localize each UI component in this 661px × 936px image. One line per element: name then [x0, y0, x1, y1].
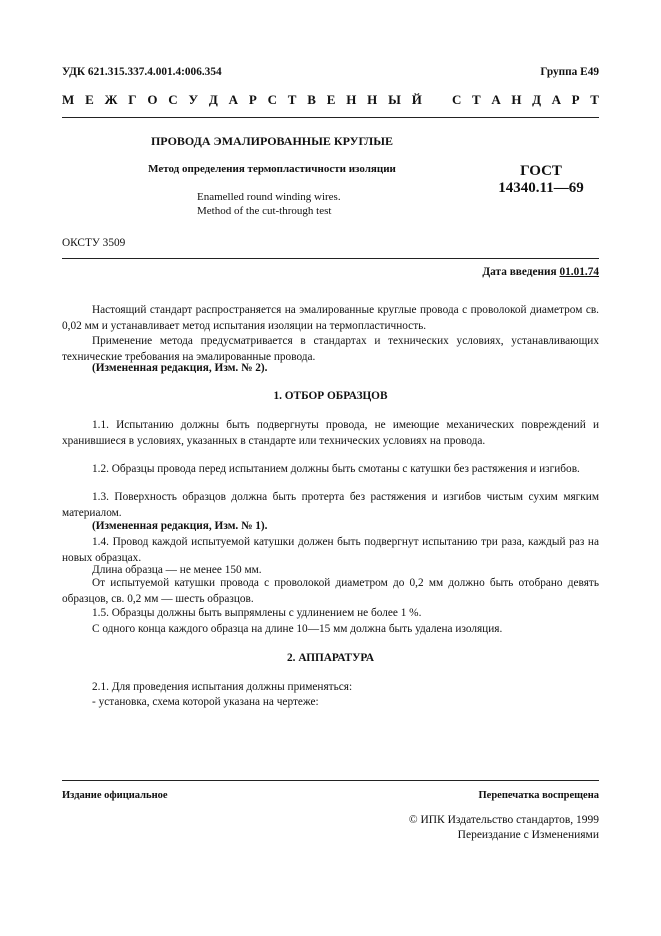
- intro-date-label: Дата введения: [482, 266, 557, 278]
- title-main: ПРОВОДА ЭМАЛИРОВАННЫЕ КРУГЛЫЕ: [150, 134, 394, 148]
- sample-length: Длина образца — не менее 150 мм.: [92, 564, 262, 576]
- section1-heading: 1. ОТБОР ОБРАЗЦОВ: [273, 390, 388, 402]
- reprint-prohibited: Перепечатка воспрещена: [478, 790, 599, 801]
- official-edition: Издание официальное: [62, 790, 168, 801]
- clause-1-3: 1.3. Поверхность образцов должна быть протерта без растяжения и изгибов чистым сухим мягким материалом.: [62, 491, 599, 519]
- title-english: [197, 190, 341, 218]
- banner-word-standard: [452, 92, 599, 108]
- footer-rule: [62, 780, 599, 781]
- intro-paragraph-2: Применение метода предусматривается в стандартах и технических условиях, устанавливающих технические требования на эмалированные провода.: [62, 335, 599, 363]
- intro-date-value: 01.01.74: [559, 266, 599, 278]
- group-code: Группа Е49: [540, 66, 599, 78]
- banner-letter: Н: [346, 92, 357, 107]
- banner-letter: Р: [248, 92, 257, 107]
- banner-letter: В: [307, 92, 316, 107]
- intro-date: [482, 265, 599, 281]
- banner-letter: Д: [532, 92, 542, 107]
- banner-letter: Ы: [388, 92, 401, 107]
- setup-item: - установка, схема которой указана на чертеже:: [92, 696, 319, 708]
- banner-letter: С: [452, 92, 462, 107]
- banner-letter: А: [491, 92, 501, 107]
- title-sub: Метод определения термопластичности изоляции: [148, 163, 396, 175]
- banner-letter: О: [147, 92, 158, 107]
- banner-letter: Ж: [104, 92, 118, 107]
- title-en-line1: Enamelled round winding wires.: [197, 191, 341, 203]
- banner-letter: Н: [367, 92, 378, 107]
- clause-1-1: 1.1. Испытанию должны быть подвергнуты провода, не имеющие механических повреждений и хранившиеся в условиях, указанных в стандарте или технических условиях на провода.: [62, 419, 599, 447]
- banner-letter: Е: [85, 92, 94, 107]
- publisher-block: [409, 813, 599, 843]
- insulation-removal: С одного конца каждого образца на длине 10—15 мм должна быть удалена изоляция.: [92, 623, 503, 635]
- clause-1-3-revision-note: (Измененная редакция, Изм. № 1).: [92, 520, 268, 532]
- clause-2-1: 2.1. Для проведения испытания должны применяться:: [92, 681, 353, 693]
- banner-letter: С: [168, 92, 178, 107]
- gost-block: [482, 163, 600, 197]
- banner-letter: Т: [590, 92, 599, 107]
- banner-letter: М: [62, 92, 75, 107]
- clause-1-4: 1.4. Провод каждой испытуемой катушки должен быть подвергнут испытанию три раза, каждый раз на новых образцах.: [62, 536, 599, 564]
- top-rule: [62, 117, 599, 118]
- banner-letter: Г: [128, 92, 137, 107]
- copyright-line: © ИПК Издательство стандартов, 1999: [408, 814, 599, 826]
- banner-letter: Р: [571, 92, 580, 107]
- title-en-line2: Method of the cut-through test: [197, 205, 332, 217]
- banner-letter: А: [228, 92, 238, 107]
- intro-revision-note: (Измененная редакция, Изм. № 2).: [92, 362, 268, 374]
- udk-code: УДК 621.315.337.4.001.4:006.354: [62, 66, 222, 78]
- banner-letter: Е: [326, 92, 336, 107]
- standard-banner: [62, 92, 599, 108]
- clause-1-2: 1.2. Образцы провода перед испытанием должны быть смотаны с катушки без растяжения и изгибов.: [92, 463, 580, 475]
- banner-letter: У: [188, 92, 199, 107]
- okstu-code: ОКСТУ 3509: [62, 237, 126, 249]
- sample-count: От испытуемой катушки провода с проволокой диаметром до 0,2 мм должно быть отобрано девять образцов, св. 0,2 мм — шесть образцов.: [62, 577, 599, 605]
- banner-letter: Т: [287, 92, 297, 107]
- banner-letter: С: [267, 92, 277, 107]
- gost-number: 14340.11—69: [498, 180, 584, 196]
- clause-1-5: 1.5. Образцы должны быть выпрямлены с удлинением не более 1 %.: [92, 607, 422, 619]
- intro-paragraph-1: Настоящий стандарт распространяется на эмалированные круглые провода с проволокой диаметром св. 0,02 мм и устанавливает метод испытания изоляции на термопластичность.: [62, 304, 599, 332]
- banner-letter: А: [551, 92, 562, 107]
- reissue-line: Переиздание с Изменениями: [457, 829, 599, 841]
- banner-word-interstate: [62, 92, 422, 108]
- banner-letter: Й: [411, 92, 422, 107]
- rule-under-okstu: [62, 258, 599, 259]
- banner-letter: Д: [208, 92, 218, 107]
- section2-heading: 2. АППАРАТУРА: [287, 652, 374, 664]
- banner-letter: Н: [511, 92, 522, 107]
- banner-letter: Т: [472, 92, 481, 107]
- gost-label: ГОСТ: [520, 163, 562, 179]
